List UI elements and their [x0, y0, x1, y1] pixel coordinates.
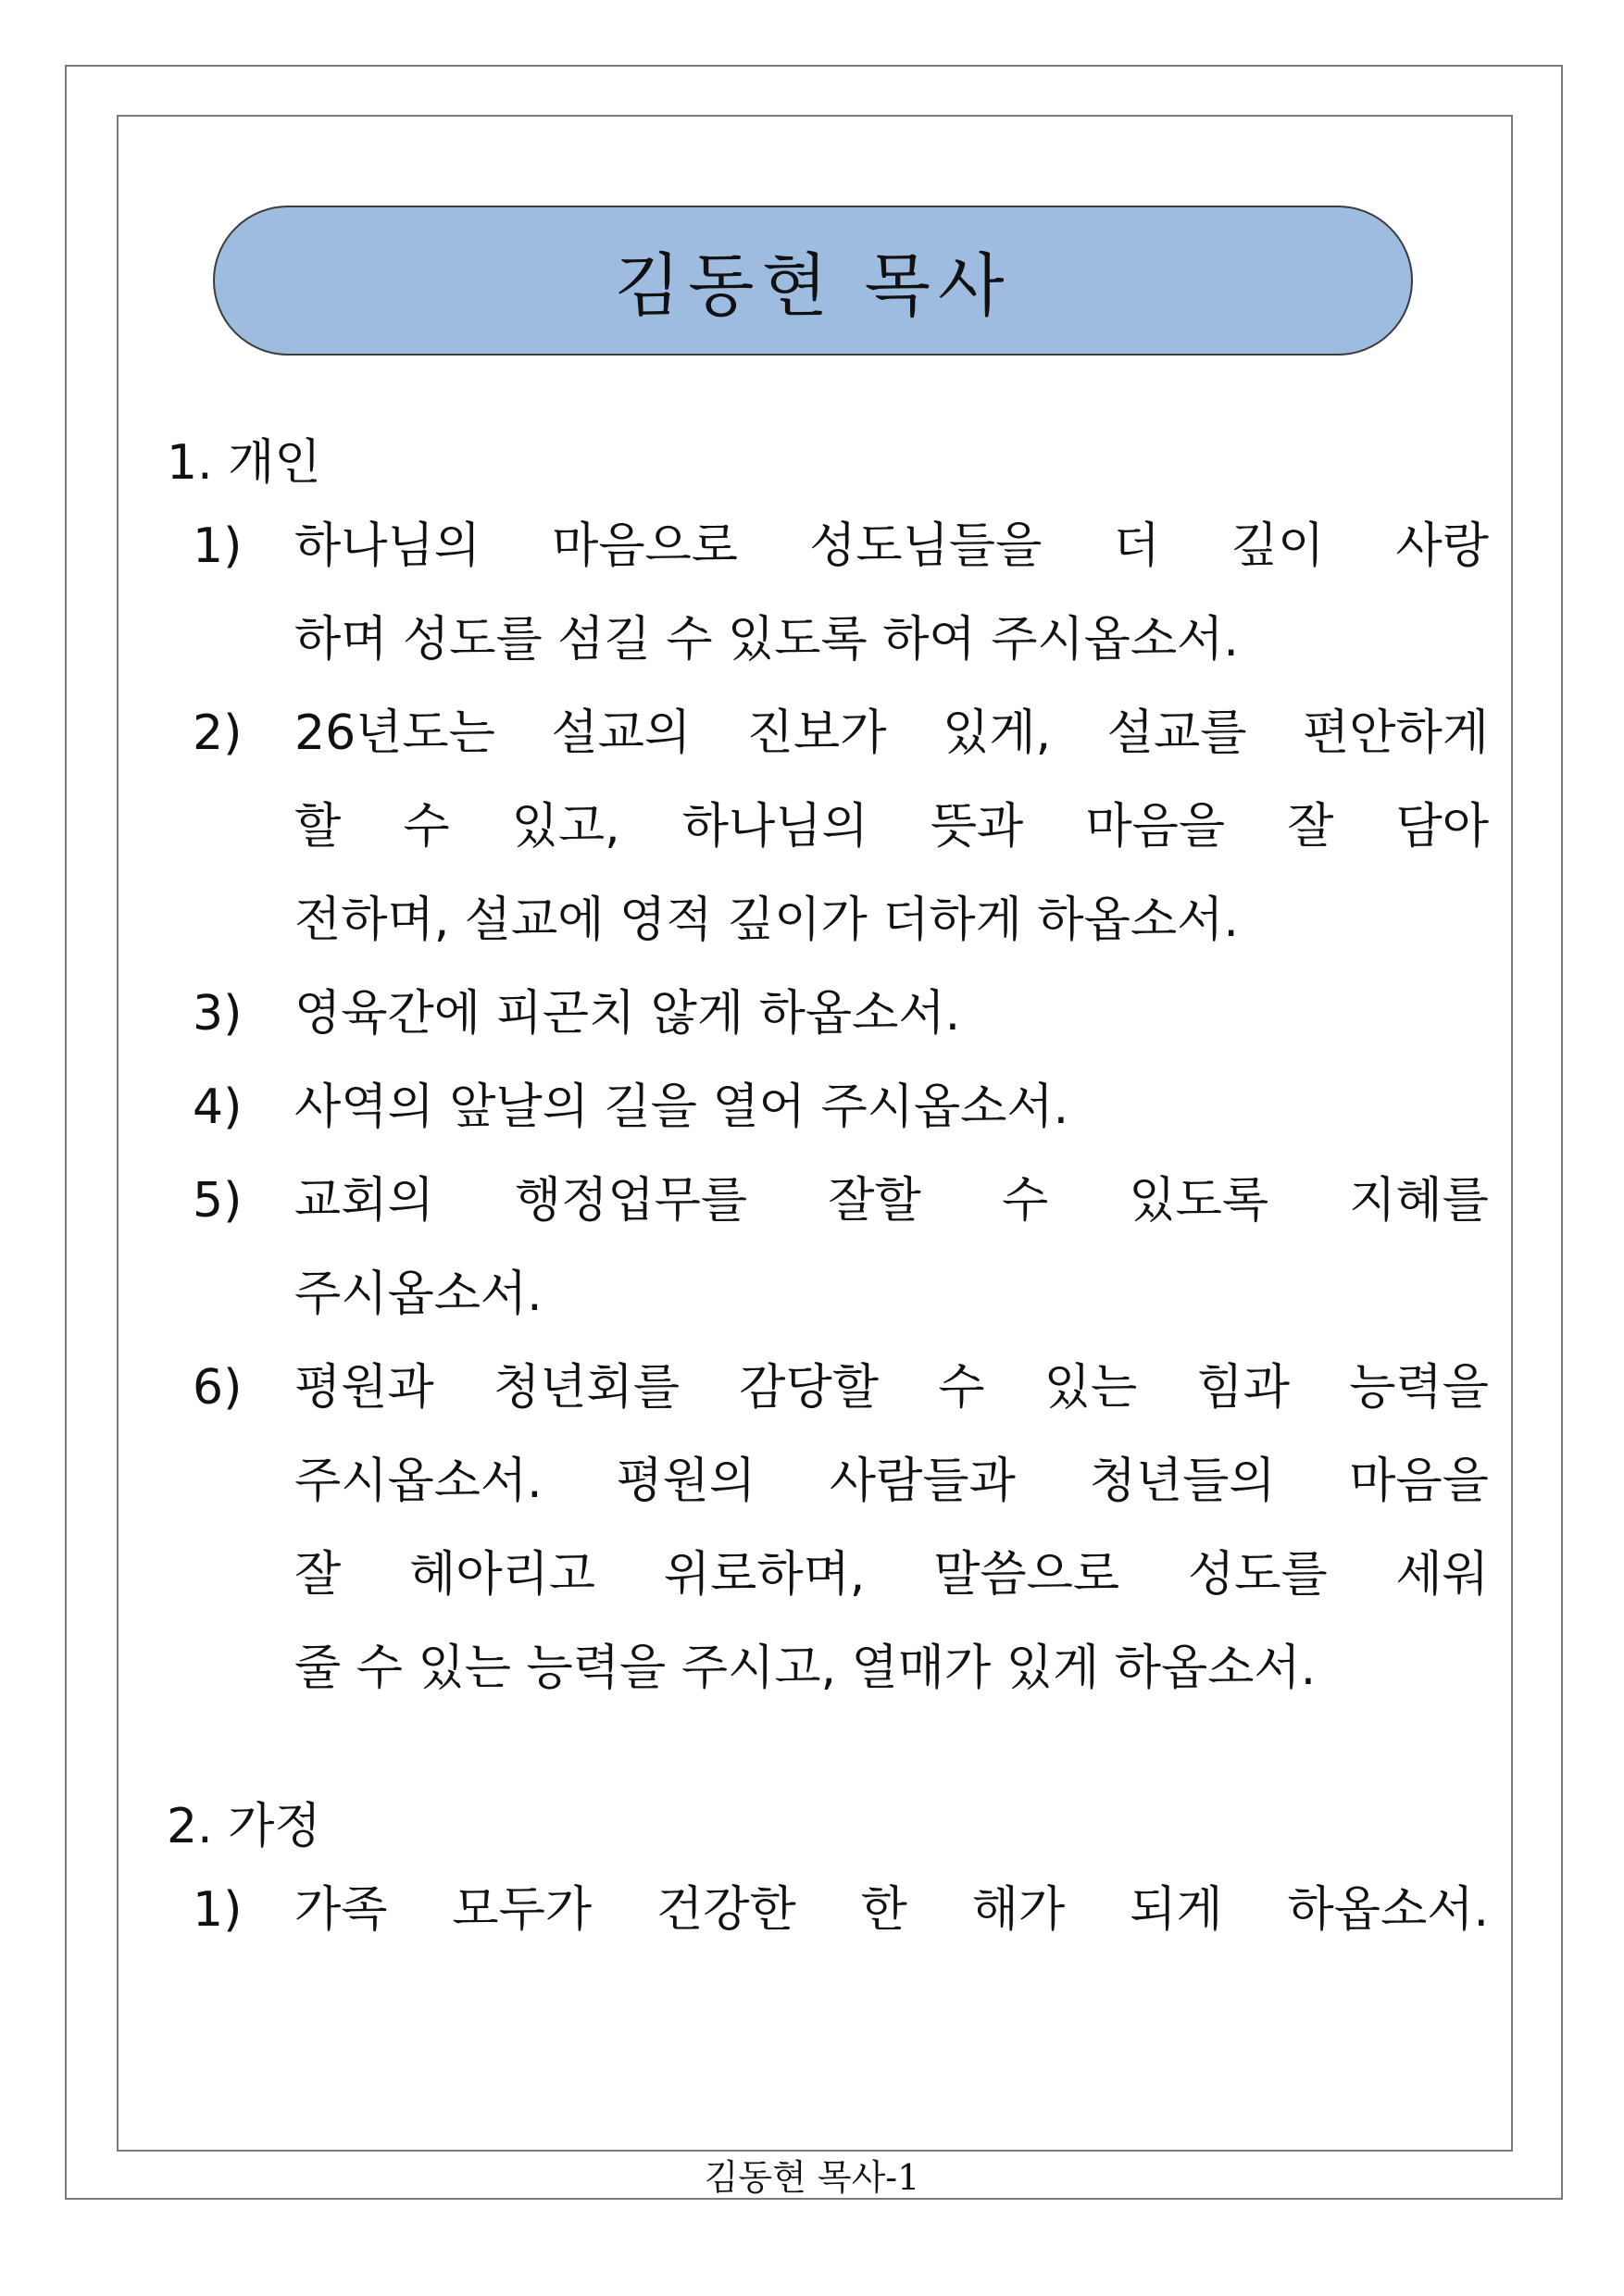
item-line: 할 수 있고, 하나님의 뜻과 마음을 잘 담아 — [294, 799, 1489, 855]
page-footer: 김동현 목사-1 — [704, 2157, 920, 2198]
item-number: 6) — [193, 1360, 243, 1416]
item-line: 주시옵소서. — [294, 1267, 543, 1322]
item-line: 하며 성도를 섬길 수 있도록 하여 주시옵소서. — [294, 612, 1239, 668]
item-number: 3) — [193, 986, 243, 1042]
item-line: 사역의 앞날의 길을 열어 주시옵소서. — [294, 1079, 1069, 1135]
title-banner — [213, 206, 1413, 356]
item-line: 잘 헤아리고 위로하며, 말씀으로 성도를 세워 — [294, 1547, 1489, 1603]
prayer-item — [167, 1061, 1489, 1154]
section-heading-family: 2. 가정 — [167, 1799, 321, 1854]
prayer-content — [167, 426, 1491, 1957]
item-line: 전하며, 설교에 영적 깊이가 더하게 하옵소서. — [294, 892, 1239, 948]
item-line: 가족 모두가 건강한 한 해가 되게 하옵소서. — [294, 1882, 1489, 1938]
item-number: 2) — [193, 705, 243, 761]
item-line: 영육간에 피곤치 않게 하옵소서. — [294, 986, 961, 1042]
prayer-item — [167, 1864, 1489, 1957]
item-number: 5) — [193, 1173, 243, 1229]
item-line: 평원과 청년회를 감당할 수 있는 힘과 능력을 — [294, 1360, 1489, 1416]
section-spacer — [167, 1716, 1491, 1790]
item-line: 주시옵소서. 평원의 사람들과 청년들의 마음을 — [294, 1454, 1489, 1509]
prayer-item — [167, 1341, 1489, 1716]
item-number: 1) — [193, 1882, 243, 1938]
item-line: 교회의 행정업무를 잘할 수 있도록 지혜를 — [294, 1173, 1489, 1229]
item-line: 26년도는 설교의 진보가 있게, 설교를 편안하게 — [294, 705, 1489, 761]
prayer-item — [167, 500, 1489, 687]
prayer-item — [167, 687, 1489, 967]
item-number: 1) — [193, 518, 243, 574]
prayer-item — [167, 1154, 1489, 1341]
item-number: 4) — [193, 1079, 243, 1135]
page-title: 김동현 목사 — [614, 246, 1012, 326]
item-line: 하나님의 마음으로 성도님들을 더 깊이 사랑 — [294, 518, 1489, 574]
section-heading-personal: 1. 개인 — [167, 435, 321, 491]
item-line: 줄 수 있는 능력을 주시고, 열매가 있게 하옵소서. — [294, 1641, 1317, 1696]
prayer-item — [167, 967, 1489, 1061]
